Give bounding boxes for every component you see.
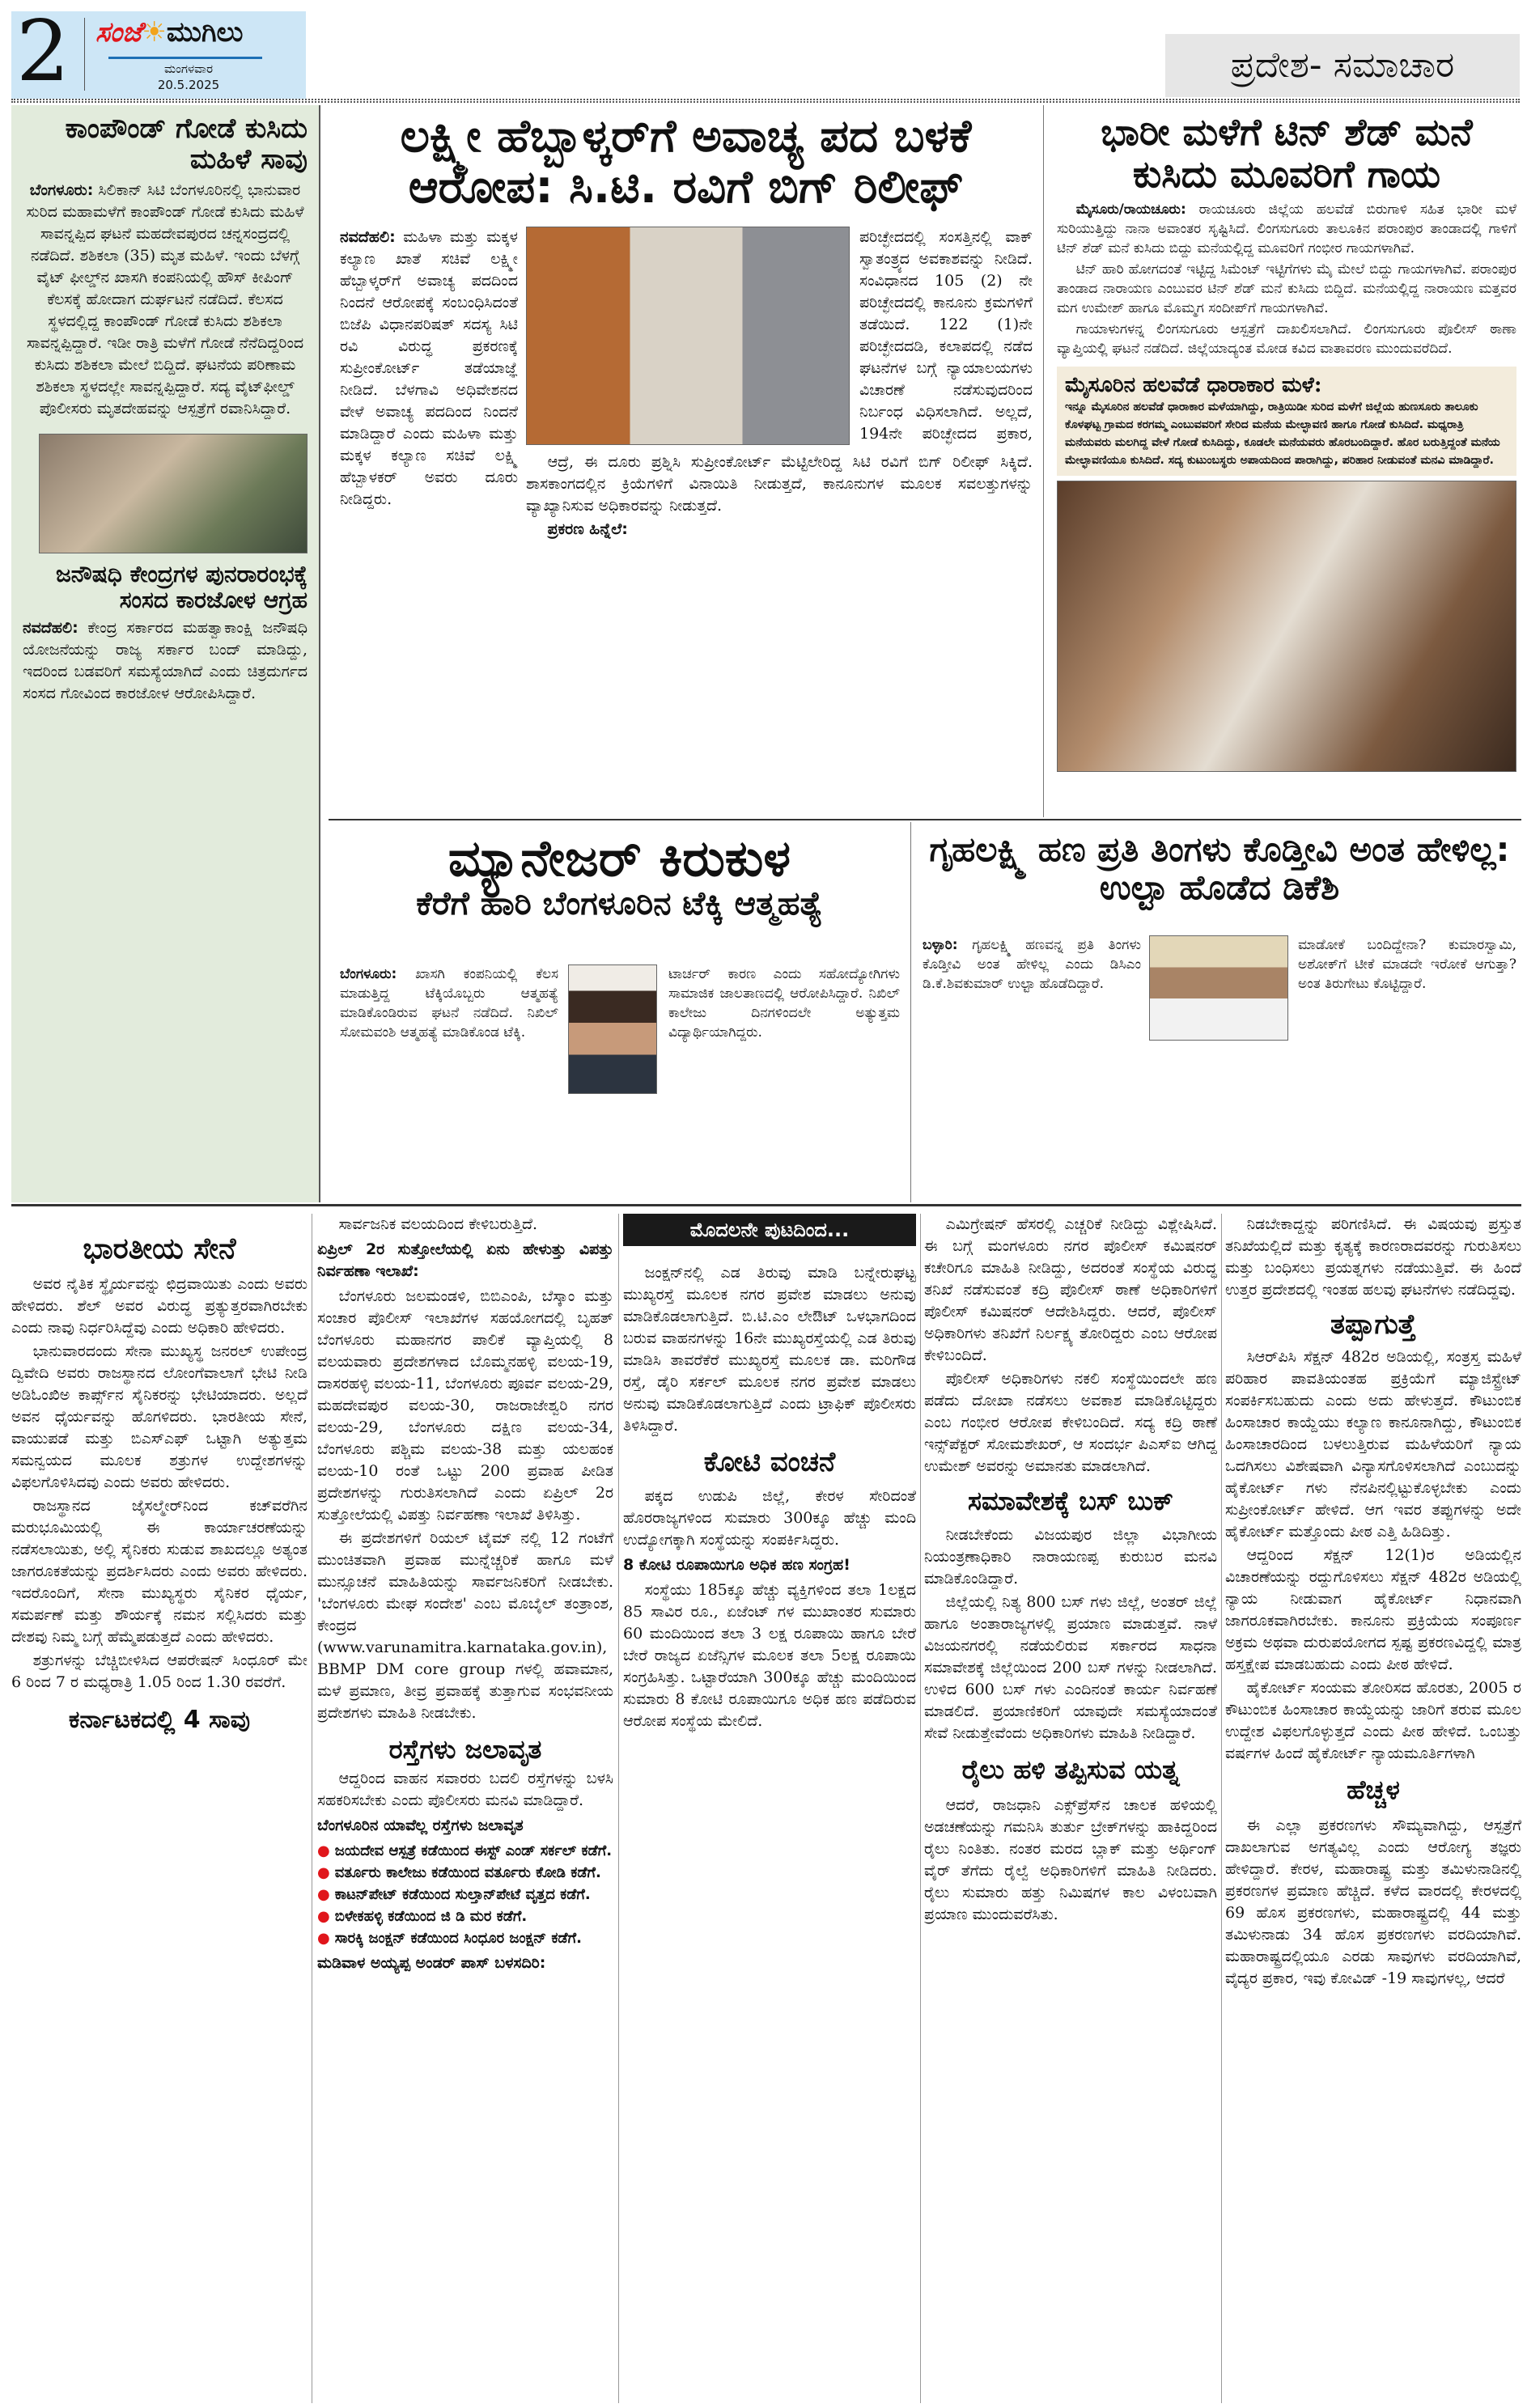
list-item: ● ಬಿಳೇಕಹಳ್ಳಿ ಕಡೆಯಿಂದ ಜಿ ಡಿ ಮರ ಕಡೆಗೆ. xyxy=(317,1906,613,1927)
paragraph: ಆದ್ದರಿಂದ ವಾಹನ ಸವಾರರು ಬದಲಿ ರಸ್ತೆಗಳನ್ನು ಬಳಸಿ ಸಹಕರಿಸಬೇಕು ಎಂದು ಪೊಲೀಸರು ಮನವಿ ಮಾಡಿದ್ದಾರೆ. xyxy=(317,1769,613,1809)
paragraph: ಈ ಪ್ರದೇಶಗಳಿಗೆ ರಿಯಲ್ ಟೈಮ್ ನಲ್ಲಿ 12 ಗಂಟೆಗೆ ಮುಂಚಿತವಾಗಿ ಪ್ರವಾಹ ಮುನ್ನೆಚ್ಚರಿಕೆ ಹಾಗೂ ಮಳೆ ಮುನ್ಸೂಚನೆ ಮಾಹಿತಿಯನ್ನು ಸಾರ್ವಜನಿಕರಿಗೆ ನೀಡಬೇಕು. 'ಬೆಂಗಳೂರು ಮೇಘ ಸಂದೇಶ' ಎಂಬ ಮೊಬೈಲ್ ತಂತ್ರಾಂಶ, ಕೇಂದ್ರದ (www.varunamitra.karnataka.gov.in), BBMP DM core group ಗಳಲ್ಲಿ ಹವಾಮಾನ, ಮಳೆ ಪ್ರಮಾಣ, ತೀವ್ರ ಪ್ರವಾಹಕ್ಕೆ ತುತ್ತಾಗುವ ಸಂಭವನೀಯ ಪ್ರದೇಶಗಳು ಮಾಹಿತಿ ನೀಡಬೇಕು. xyxy=(317,1529,613,1722)
paragraph: ನಿಡಬೇಕಾದ್ದನ್ನು ಪರಿಗಣಿಸಿದೆ. ಈ ವಿಷಯವು ಪ್ರಸ್ತುತ ತನಿಖೆಯಲ್ಲಿದೆ ಮತ್ತು ಕೃತ್ಯಕ್ಕೆ ಕಾರಣರಾದವರನ್ನು ಗುರುತಿಸಲು ಮತ್ತು ಬಂಧಿಸಲು ಪ್ರಯತ್ನಗಳು ನಡೆಯುತ್ತಿವೆ. ಈ ಹಿಂದೆ ಉತ್ತರ ಪ್ರದೇಶದಲ್ಲಿ ಇಂತಹ ಹಲವು ಘಟನೆಗಳು ನಡೆದಿದ್ದವು. xyxy=(1225,1215,1521,1299)
header-rule xyxy=(11,99,1520,103)
sun-palm-icon: ☀ xyxy=(142,16,167,49)
paragraph: ಎಮಿಗ್ರೇಷನ್ ಹೆಸರಲ್ಲಿ ಎಚ್ಚರಿಕೆ ನೀಡಿದ್ದು ವಿಶ್ಲೇಷಿಸಿದೆ. ಈ ಬಗ್ಗೆ ಮಂಗಳೂರು ನಗರ ಪೊಲೀಸ್ ಕಮಿಷನರ್ ಕಚೇರಿಗೂ ಮಾಹಿತಿ ನೀಡಿದ್ದು, ಅದರಂತೆ ಸಂಸ್ಥೆಯ ವಿರುದ್ಧ ತನಿಖೆ ನಡೆಸುವಂತೆ ಕದ್ರಿ ಪೊಲೀಸ್ ಠಾಣೆ ಅಧಿಕಾರಿಗಳಿಗೆ ಪೊಲೀಸ್ ಕಮಿಷನರ್ ಆದೇಶಿಸಿದ್ದರು. ಆದರೆ, ಪೊಲೀಸ್ ಅಧಿಕಾರಿಗಳು ತನಿಖೆಗೆ ನಿರ್ಲಕ್ಷ್ಯ ತೋರಿದ್ದರು ಎಂಬ ಆರೋಪ ಕೇಳಿಬಂದಿದೆ. xyxy=(924,1215,1217,1364)
headline-crore-fraud: ಕೋಟಿ ವಂಚನೆ xyxy=(703,1446,836,1478)
headline-increase: ಹೆಚ್ಚಳ xyxy=(1347,1774,1400,1806)
bus-body xyxy=(924,1524,1217,1746)
gruhalakshmi-col1 xyxy=(923,935,1141,1194)
page-number: 2 xyxy=(16,2,70,100)
manager-col1 xyxy=(340,964,558,1195)
divider xyxy=(329,819,1521,820)
headline-manager-1: ಮ್ಯಾನೇಜರ್ ಕಿರುಕುಳ xyxy=(447,829,791,888)
story-body: ಖಾಸಗಿ ಕಂಪನಿಯಲ್ಲಿ ಕೆಲಸ ಮಾಡುತ್ತಿದ್ದ ಟೆಕ್ಕಿಯೊಬ್ಬರು ಆತ್ಮಹತ್ಯೆ ಮಾಡಿಕೊಂಡಿರುವ ಘಟನೆ ನಡೆದಿದೆ. ನಿಖಿಲ್ ಸೋಮವಂಶಿ ಆತ್ಮಹತ್ಯೆ ಮಾಡಿಕೊಂಡ ಟೆಕ್ಕಿ. xyxy=(340,966,558,1041)
roads-body xyxy=(317,1768,613,1978)
paragraph: ಸಿಆರ್‌ಪಿಸಿ ಸೆಕ್ಷನ್ 482ರ ಅಡಿಯಲ್ಲಿ, ಸಂತ್ರಸ್ತ ಮಹಿಳೆ ಪರಿಹಾರ ಪಾವತಿಯಂತಹ ಪ್ರಕ್ರಿಯೆಗೆ ಮ್ಯಾಜಿಸ್ಟ್ರೇಟ್ ಸಂಪರ್ಕಿಸಬಹುದು ಎಂದು ಅದು ಹೇಳುತ್ತದೆ. ಕೌಟುಂಬಿಕ ಹಿಂಸಾಚಾರ ಕಾಯ್ದೆಯು ಕಲ್ಯಾಣ ಕಾನೂನಾಗಿದ್ದು, ಕೌಟುಂಬಿಕ ಹಿಂಸಾಚಾರದಿಂದ ಬಳಲುತ್ತಿರುವ ಮಹಿಳೆಯರಿಗೆ ನ್ಯಾಯ ಒದಗಿಸಲು ವಿಶೇಷವಾಗಿ ವಿನ್ಯಾಸಗೊಳಿಸಲಾಗಿದೆ ಎಂಬುದನ್ನು ಹೈಕೋರ್ಟ್ ಗಳು ನೆನಪಿನಲ್ಲಿಟ್ಟುಕೊಳ್ಳಬೇಕು ಎಂದು ಸುಪ್ರೀಂಕೋರ್ಟ್ ಹೇಳಿದೆ. ಆಗ ಇವರ ತಪ್ಪುಗಳನ್ನು ಅದೇ ಹೈಕೋರ್ಟ್ ಮತ್ತೊಂದು ಪೀಠ ಎತ್ತಿ ಹಿಡಿದಿತ್ತು. xyxy=(1225,1348,1521,1541)
lakshmi-col1 xyxy=(340,227,518,607)
column-divider xyxy=(1221,1214,1222,2403)
logo-underline xyxy=(108,57,262,59)
dateline: ಬೆಂಗಳೂರು: xyxy=(340,966,397,982)
headline-bus-booked: ಸಮಾವೇಶಕ್ಕೆ ಬಸ್ ಬುಕ್ xyxy=(968,1486,1173,1516)
story-body: ಮಹಿಳಾ ಮತ್ತು ಮಕ್ಕಳ ಕಲ್ಯಾಣ ಖಾತೆ ಸಚಿವೆ ಲಕ್ಷ್ಮೀ ಹೆಬ್ಬಾಳ್ಕರ್‌ಗೆ ಅವಾಚ್ಯ ಪದದಿಂದ ನಿಂದನೆ ಆರೋಪಕ್ಕೆ ಸಂಬಂಧಿಸಿದಂತೆ ಬಿಜೆಪಿ ವಿಧಾನಪರಿಷತ್ ಸದಸ್ಯ ಸಿಟಿ ರವಿ ವಿರುದ್ಧ ಪ್ರಕರಣಕ್ಕೆ ಸುಪ್ರೀಂಕೋರ್ಟ್ ತಡೆಯಾಜ್ಞೆ ನೀಡಿದೆ. ಬೆಳಗಾವಿ ಅಧಿವೇಶನದ ವೇಳೆ ಅವಾಚ್ಯ ಪದದಿಂದ ನಿಂದನೆ ಮಾಡಿದ್ದಾರೆ ಎಂದು ಮಹಿಳಾ ಮತ್ತು ಮಕ್ಕಳ ಕಲ್ಯಾಣ ಸಚಿವೆ ಲಕ್ಷ್ಮಿ ಹೆಬ್ಬಾಳಕರ್ ಅವರು ದೂರು ನೀಡಿದ್ದರು. xyxy=(340,228,518,508)
headline-rain: ಭಾರೀ ಮಳೆಗೆ ಟಿನ್ ಶೆಡ್ ಮನೆ ಕುಸಿದು ಮೂವರಿಗೆ ಗಾಯ xyxy=(1101,110,1473,196)
paragraph: ಈ ಎಲ್ಲಾ ಪ್ರಕರಣಗಳು ಸೌಮ್ಯವಾಗಿದ್ದು, ಆಸ್ಪತ್ರೆಗೆ ದಾಖಲಾಗುವ ಅಗತ್ಯವಿಲ್ಲ ಎಂದು ಆರೋಗ್ಯ ತಜ್ಞರು ಹೇಳಿದ್ದಾರೆ. ಕೇರಳ, ಮಹಾರಾಷ್ಟ್ರ ಮತ್ತು ತಮಿಳುನಾಡಿನಲ್ಲಿ ಪ್ರಕರಣಗಳ ಪ್ರಮಾಣ ಹೆಚ್ಚಿದೆ. ಕಳೆದ ವಾರದಲ್ಲಿ ಕೇರಳದಲ್ಲಿ 69 ಹೊಸ ಪ್ರಕರಣಗಳು, ಮಹಾರಾಷ್ಟ್ರದಲ್ಲಿ 44 ಮತ್ತು ತಮಿಳುನಾಡು 34 ಹೊಸ ಪ್ರಕರಣಗಳು ವರದಿಯಾಗಿವೆ. ಮಹಾರಾಷ್ಟ್ರದಲ್ಲಿಯೂ ಎರಡು ಸಾವುಗಳು ವರದಿಯಾಗಿವೆ, ವೈದ್ಯರ ಪ್ರಕಾರ, ಇವು ಕೋವಿಡ್ -19 ಸಾವುಗಳಲ್ಲ, ಆದರೆ xyxy=(1225,1816,1521,1987)
left-sidebar xyxy=(11,105,320,1202)
paragraph: ಆದರೆ, ರಾಜಧಾನಿ ಎಕ್ಸ್‌ಪ್ರೆಸ್‌ನ ಚಾಲಕ ಹಳಿಯಲ್ಲಿ ಅಡಚಣೆಯನ್ನು ಗಮನಿಸಿ ತುರ್ತು ಬ್ರೇಕ್‌ಗಳನ್ನು ಹಾಕಿದ್ದರಿಂದ ರೈಲು ನಿಂತಿತು. ನಂತರ ಮರದ ಬ್ಲಾಕ್ ಮತ್ತು ಅರ್ಥಿಂಗ್ ವೈರ್ ತೆಗೆದು ರೈಲ್ವೆ ಅಧಿಕಾರಿಗಳಿಗೆ ಮಾಹಿತಿ ನೀಡಿದರು. ರೈಲು ಸುಮಾರು ಹತ್ತು ನಿಮಿಷಗಳ ಕಾಲ ವಿಳಂಬವಾಗಿ ಪ್ರಯಾಣ ಮುಂದುವರೆಸಿತು. xyxy=(924,1795,1217,1923)
divider xyxy=(11,1204,1521,1206)
gruhalakshmi-story xyxy=(918,822,1521,1202)
dateline: ನವದೆಹಲಿ: xyxy=(340,228,396,246)
photo-collapsed-roof xyxy=(1057,481,1516,772)
box-body: ಇನ್ನೂ ಮೈಸೂರಿನ ಹಲವೆಡೆ ಧಾರಾಕಾರ ಮಳೆಯಾಗಿದ್ದು, ರಾತ್ರಿಯಿಡೀ ಸುರಿದ ಮಳೆಗೆ ಜಿಲ್ಲೆಯ ಹುಣಸೂರು ತಾಲೂಕು ಕೊಳಘಟ್ಟ ಗ್ರಾಮದ ಕರಗಮ್ಮ ಎಂಬುವವರಿಗೆ ಸೇರಿದ ಮನೆಯ ಮೇಲ್ಛಾವಣಿ ಹಾಗೂ ಗೋಡೆ ಕುಸಿದಿದೆ. ಮಧ್ಯರಾತ್ರಿ ಮನೆಯವರು ಮಲಗಿದ್ದ ವೇಳೆ ಗೋಡೆ ಕುಸಿದಿದ್ದು, ಕೂಡಲೇ ಮನೆಯವರು ಹೊರಬಂದಿದ್ದಾರೆ. ಹೊರ ಬರುತ್ತಿದ್ದಂತೆ ಮನೆಯ ಮೇಲ್ಛಾವಣಿಯೂ ಕುಸಿದಿದೆ. ಸದ್ಯ ಕುಟುಂಬಸ್ಥರು ಅಪಾಯದಿಂದ ಪಾರಾಗಿದ್ದು, ಪರಿಹಾರ ನೀಡುವಂತೆ ಮನವಿ ಮಾಡಿದ್ದಾರೆ. xyxy=(1065,401,1500,468)
subhead: ಏಪ್ರಿಲ್ 2ರ ಸುತ್ತೋಲೆಯಲ್ಲಿ ಏನು ಹೇಳುತ್ತು ವಿಪತ್ತು ನಿರ್ವಹಣಾ ಇಲಾಖೆ: xyxy=(317,1240,613,1280)
bottom-col-4 xyxy=(924,1214,1217,2403)
court-top xyxy=(1225,1214,1521,1303)
dateline: ನವದೆಹಲಿ: xyxy=(23,618,78,637)
paragraph: ಹೈಕೋರ್ಟ್ ಸಂಯಮ ತೋರಿಸದ ಹೊರತು, 2005 ರ ಕೌಟುಂಬಿಕ ಹಿಂಸಾಚಾರ ಕಾಯ್ದೆಯನ್ನು ಜಾರಿಗೆ ತರುವ ಮೂಲ ಉದ್ದೇಶ ವಿಫಲಗೊಳ್ಳುತ್ತದೆ ಎಂದು ಪೀಠ ಹೇಳಿದೆ. ಒಂಬತ್ತು ವರ್ಷಗಳ ಹಿಂದೆ ಹೈಕೋರ್ಟ್ ನ್ಯಾಯಮೂರ್ತಿಗಳಾಗಿ xyxy=(1225,1679,1521,1763)
janaushadhi-story xyxy=(23,617,308,1135)
paragraph: ಪಕ್ಕದ ಉಡುಪಿ ಜಿಲ್ಲೆ, ಕೇರಳ ಸೇರಿದಂತೆ ಹೊರರಾಜ್ಯಗಳಿಂದ ಸುಮಾರು 300ಕ್ಕೂ ಹೆಚ್ಚು ಮಂದಿ ಉದ್ಯೋಗಕ್ಕಾಗಿ ಸಂಸ್ಥೆಯನ್ನು ಸಂಪರ್ಕಿಸಿದ್ದರು. xyxy=(623,1487,916,1550)
lakshmi-story xyxy=(329,105,1044,817)
headline-mistake: ತಪ್ಪಾಗುತ್ತೆ xyxy=(1330,1308,1416,1341)
issue-day: ಮಂಗಳವಾರ xyxy=(163,61,214,76)
lakshmi-wide xyxy=(526,451,1033,808)
bottom-col-3 xyxy=(623,1214,916,2403)
story-body: ಆದ್ರೆ, ಈ ದೂರು ಪ್ರಶ್ನಿಸಿ ಸುಪ್ರೀಂಕೋರ್ಟ್ ಮೆಟ್ಟಿಲೇರಿದ್ದ ಸಿಟಿ ರವಿಗೆ ಬಿಗ್ ರಿಲೀಫ್ ಸಿಕ್ಕಿದೆ. ಶಾಸಕಾಂಗದಲ್ಲಿನ ಕ್ರಿಯೆಗಳಿಗೆ ವಿನಾಯಿತಿ ನೀಡುತ್ತದೆ, ಕಾನೂನುಗಳ ಮೂಲಕ ಸವಲತ್ತುಗಳನ್ನು ವ್ಯಾಖ್ಯಾನಿಸುವ ಅಧಿಕಾರವನ್ನು ನೀಡುತ್ತದೆ. xyxy=(526,453,1033,515)
police-body xyxy=(924,1214,1217,1479)
lakshmi-col3: ಪರಿಚ್ಛೇದದಲ್ಲಿ ಸಂಸತ್ತಿನಲ್ಲಿ ವಾಕ್ ಸ್ವಾತಂತ್ರ್ಯದ ಅವಕಾಶವನ್ನು ನೀಡಿದೆ. ಸಂವಿಧಾನದ 105 (2) ನೇ ಪರಿಚ್ಛೇದದಲ್ಲಿ ಕಾನೂನು ಕ್ರಮಗಳಿಗೆ ತಡೆಯಿದೆ. 122 (1)ನೇ ಪರಿಚ್ಛೇದದಡಿ, ಕಲಾಪದಲ್ಲಿ ನಡೆದ ಘಟನೆಗಳ ಬಗ್ಗೆ ನ್ಯಾಯಾಲಯಗಳು ವಿಚಾರಣೆ ನಡೆಸುವುದರಿಂದ ನಿರ್ಬಂಧ ವಿಧಿಸಲಾಗಿದೆ. ಅಲ್ಲದೆ, 194ನೇ ಪರಿಚ್ಛೇದದ ಪ್ರಕಾರ, xyxy=(859,228,1033,443)
logo-part-red: ಸಂಜೆ xyxy=(95,16,142,49)
covid-body xyxy=(1225,1815,1521,1991)
dateline: ಬಳ್ಳಾರಿ: xyxy=(923,937,958,953)
headline-manager-2: ಕೆರೆಗೆ ಹಾರಿ ಬೆಂಗಳೂರಿನ ಟೆಕ್ಕಿ ಆತ್ಮಹತ್ಯೆ xyxy=(416,885,823,923)
subhead: ಪ್ರಕರಣ ಹಿನ್ನೆಲೆ: xyxy=(547,520,628,538)
column-divider xyxy=(920,1214,921,2403)
headline-lakshmi: ಲಕ್ಷ್ಮೀ ಹೆಬ್ಬಾಳ್ಕರ್‌ಗೆ ಅವಾಚ್ಯ ಪದ ಬಳಕೆ ಆರೋಪ: ಸಿ.ಟಿ. ರವಿಗೆ ಬಿಗ್ ರಿಲೀಫ್ xyxy=(400,110,972,214)
paragraph: ಅವರ ನೈತಿಕ ಸ್ಥೈರ್ಯವನ್ನು ಛಿದ್ರವಾಯಿತು ಎಂದು ಅವರು ಹೇಳಿದರು. ಶೆಲ್ ಅವರ ವಿರುದ್ಧ ಪ್ರತ್ಯುತ್ತರವಾಗಿರಬೇಕು ಎಂದು ನಾವು ನಿರ್ಧರಿಸಿದ್ದೆವು ಎಂದು ಅಧಿಕಾರಿ ಹೇಳಿದರು. xyxy=(11,1275,308,1338)
traffic-body xyxy=(623,1262,916,1439)
issue-date: 20.5.2025 xyxy=(157,78,220,92)
paragraph: ಭಾನುವಾರದಂದು ಸೇನಾ ಮುಖ್ಯಸ್ಥ ಜನರಲ್ ಉಪೇಂದ್ರ ದ್ವಿವೇದಿ ಅವರು ರಾಜಸ್ಥಾನದ ಲೋಂಗೆವಾಲಾಗೆ ಭೇಟಿ ನೀಡಿ ಅಡಿಓಂಖಿಅ ಕಾರ್ಪ್ಸ್‌ನ ಸೈನಿಕರನ್ನು ಭೇಟಿಯಾದರು. ಅಲ್ಲದೆ ಅವನ ಧೈರ್ಯವನ್ನು ಹೊಗಳಿದರು. ಭಾರತೀಯ ಸೇನೆ, ವಾಯುಪಡೆ ಮತ್ತು ಬಿಎಸ್‌ಎಫ್ ಒಟ್ಟಾಗಿ ಅತ್ಯುತ್ತಮ ಸಮನ್ವಯದ ಮೂಲಕ ಶತ್ರುಗಳ ಉದ್ದೇಶಗಳನ್ನು ವಿಫಲಗೊಳಿಸಿದವು ಎಂದು ಅವರು ಹೇಳಿದರು. xyxy=(11,1342,308,1492)
story-body: ಸಿಲಿಕಾನ್ ಸಿಟಿ ಬೆಂಗಳೂರಿನಲ್ಲಿ ಭಾನುವಾರ ಸುರಿದ ಮಹಾಮಳೆಗೆ ಕಾಂಪೌಂಡ್ ಗೋಡೆ ಕುಸಿದು ಮಹಿಳೆ ಸಾವನ್ನಪ್ಪಿದ ಘಟನೆ ಮಹದೇವಪುರದ ಚನ್ನಸಂದ್ರದಲ್ಲಿ ನಡೆದಿದೆ. ಶಶಿಕಲಾ (35) ಮೃತ ಮಹಿಳೆ. ಇಂದು ಬೆಳಗ್ಗೆ ವೈಟ್ ಫೀಲ್ಡ್‌ನ ಖಾಸಗಿ ಕಂಪನಿಯಲ್ಲಿ ಹೌಸ್ ಕೀಪಿಂಗ್ ಕೆಲಸಕ್ಕೆ ಹೋದಾಗ ದುರ್ಘಟನೆ ನಡೆದಿದೆ. ಕೆಲಸದ ಸ್ಥಳದಲ್ಲಿದ್ದ ಕಾಂಪೌಂಡ್ ಗೋಡೆ ಕುಸಿದು ಶಶಿಕಲಾ ಸಾವನ್ನಪ್ಪಿದ್ದಾರೆ. ಇಡೀ ರಾತ್ರಿ ಮಳೆಗೆ ಗೋಡೆ ನೆನೆದಿದ್ದರಿಂದ ಕುಸಿದು ಶಶಿಕಲಾ ಮೇಲೆ ಬಿದ್ದಿದೆ. ಘಟನೆಯ ಪರಿಣಾಮ ಶಶಿಕಲಾ ಸ್ಥಳದಲ್ಲೇ ಸಾವನ್ನಪ್ಪಿದ್ದಾರೆ. ಸದ್ಯ ವೈಟ್‌ಫೀಲ್ಡ್ ಪೊಲೀಸರು ಮೃತದೇಹವನ್ನು ಆಸ್ಪತ್ರೆಗೆ ರವಾನಿಸಿದ್ದಾರೆ. xyxy=(26,181,304,418)
paragraph: ಜಂಕ್ಷನ್‌ನಲ್ಲಿ ಎಡ ತಿರುವು ಮಾಡಿ ಬನ್ನೇರುಘಟ್ಟ ಮುಖ್ಯರಸ್ತೆ ಮೂಲಕ ನಗರ ಪ್ರವೇಶ ಮಾಡಲು ಅನುವು ಮಾಡಿಕೊಡಲಾಗುತ್ತಿದೆ. ಬಿ.ಟಿ.ಎಂ ಲೇಔಟ್ ಒಳಭಾಗದಿಂದ ಬರುವ ವಾಹನಗಳನ್ನು 16ನೇ ಮುಖ್ಯರಸ್ತೆಯಲ್ಲಿ ಎಡ ತಿರುವು ಮಾಡಿಸಿ ತಾವರೆಕೆರೆ ಮುಖ್ಯರಸ್ತೆ ಮೂಲಕ ಡಾ. ಮರಿಗೌಡ ರಸ್ತೆ, ಡೈರಿ ಸರ್ಕಲ್ ಮೂಲಕ ನಗರ ಪ್ರವೇಶ ಮಾಡಲು ಅನುವು ಮಾಡಿಕೊಡಲಾಗುತ್ತಿದೆ ಎಂದು ಟ್ರಾಫಿಕ್ ಪೊಲೀಸರು ತಿಳಿಸಿದ್ದಾರೆ. xyxy=(623,1264,916,1435)
headline-janaushadhi: ಜನೌಷಧಿ ಕೇಂದ್ರಗಳ ಪುನರಾರಂಭಕ್ಕೆ ಸಂಸದ ಕಾರಜೋಳ ಆಗ್ರಹ xyxy=(55,561,308,613)
divider xyxy=(84,18,85,91)
photo-nikhil xyxy=(568,964,657,1094)
subhead: 8 ಕೋಟಿ ರೂಪಾಯಿಗೂ ಅಧಿಕ ಹಣ ಸಂಗ್ರಹ! xyxy=(623,1556,850,1575)
logo-part-black: ಮುಗಿಲು xyxy=(166,16,244,49)
headline-gruhalakshmi: ಗೃಹಲಕ್ಷ್ಮಿ ಹಣ ಪ್ರತಿ ತಿಂಗಳು ಕೊಡ್ತೀವಿ ಅಂತ ಹೇಳಿಲ್ಲ: ಉಲ್ಟಾ ಹೊಡೆದ ಡಿಕೆಶಿ xyxy=(929,829,1510,908)
rail-body xyxy=(924,1795,1217,1927)
paragraph: ನೀಡಬೇಕೆಂದು ವಿಜಯಪುರ ಜಿಲ್ಲಾ ವಿಭಾಗೀಯ ನಿಯಂತ್ರಣಾಧಿಕಾರಿ ನಾರಾಯಣಪ್ಪ ಕುರುಬರ ಮನವಿ ಮಾಡಿಕೊಂಡಿದ್ದಾರೆ. xyxy=(924,1525,1217,1588)
paragraph: ಬೆಂಗಳೂರು ಜಲಮಂಡಳಿ, ಬಿಬಿಎಂಪಿ, ಬೆಸ್ಕಾಂ ಮತ್ತು ಸಂಚಾರ ಪೊಲೀಸ್ ಇಲಾಖೆಗಳ ಸಹಯೋಗದಲ್ಲಿ ಬೃಹತ್ ಬೆಂಗಳೂರು ಮಹಾನಗರ ಪಾಲಿಕೆ ವ್ಯಾಪ್ತಿಯಲ್ಲಿ 8 ವಲಯವಾರು ಪ್ರದೇಶಗಳಾದ ಬೊಮ್ಮನಹಳ್ಳಿ ವಲಯ-19, ದಾಸರಹಳ್ಳಿ ವಲಯ-11, ಬೆಂಗಳೂರು ಪೂರ್ವ ವಲಯ-29, ಮಹದೇವಪುರ ವಲಯ-30, ರಾಜರಾಜೇಶ್ವರಿ ನಗರ ವಲಯ-29, ಬೆಂಗಳೂರು ದಕ್ಷಿಣ ವಲಯ-34, ಬೆಂಗಳೂರು ಪಶ್ಚಿಮ ವಲಯ-38 ಮತ್ತು ಯಲಹಂಕ ವಲಯ-10 ರಂತೆ ಒಟ್ಟು 200 ಪ್ರವಾಹ ಪೀಡಿತ ಪ್ರದೇಶಗಳನ್ನು ಗುರುತಿಸಲಾಗಿದೆ ಎಂದು ಏಪ್ರಿಲ್ 2ರ ಸುತ್ತೋಲೆಯಲ್ಲಿ ವಿಪತ್ತು ನಿರ್ವಹಣಾ ಇಲಾಖೆ ತಿಳಿಸಿತ್ತು. xyxy=(317,1287,613,1524)
continued-from-front-banner: ಮೊದಲನೇ ಪುಟದಿಂದ... xyxy=(623,1214,916,1246)
headline-roads-flooded: ರಸ್ತೆಗಳು ಜಲಾವೃತ xyxy=(388,1734,542,1765)
photo-dk-shivakumar xyxy=(1149,935,1288,1041)
fraud-body xyxy=(623,1486,916,1734)
flood-body xyxy=(317,1214,613,1726)
column-divider xyxy=(618,1214,619,2403)
newspaper-logo xyxy=(95,16,243,49)
army-body xyxy=(11,1274,308,1695)
story-body: ಗೃಹಲಕ್ಷ್ಮಿ ಹಣವನ್ನ ಪ್ರತಿ ತಿಂಗಳು ಕೊಡ್ತೀವಿ ಅಂತ ಹೇಳಿಲ್ಲ ಎಂದು ಡಿಸಿಎಂ ಡಿ.ಕೆ.ಶಿವಕುಮಾರ್ ಉಲ್ಟಾ ಹೊಡೆದಿದ್ದಾರೆ. xyxy=(923,937,1141,992)
headline-wall-collapse: ಕಾಂಪೌಂಡ್ ಗೋಡೆ ಕುಸಿದು ಮಹಿಳೆ ಸಾವು xyxy=(65,112,308,176)
photo-ct-ravi-supreme-court-lakshmi xyxy=(526,227,850,445)
list-item: ● ಕಾಟನ್‌ಪೇಟ್ ಕಡೆಯಿಂದ ಸುಲ್ತಾನ್‌ಪೇಟೆ ವೃತ್ತದ ಕಡೆಗೆ. xyxy=(317,1884,613,1906)
paragraph: ಆದ್ದರಿಂದ ಸೆಕ್ಷನ್ 12(1)ರ ಅಡಿಯಲ್ಲಿನ ವಿಚಾರಣೆಯನ್ನು ರದ್ದುಗೊಳಿಸಲು ಸೆಕ್ಷನ್ 482ರ ಅಡಿಯಲ್ಲಿ ನ್ಯಾಯ ನೀಡುವಾಗ ಹೈಕೋರ್ಟ್ ನಿಧಾನವಾಗಿ ಜಾಗರೂಕವಾಗಿರಬೇಕು. ಕಾನೂನು ಪ್ರಕ್ರಿಯೆಯ ಸಂಪೂರ್ಣ ಅಕ್ರಮ ಅಥವಾ ದುರುಪಯೋಗದ ಸ್ಪಷ್ಟ ಪ್ರಕರಣವಿದ್ದಲ್ಲಿ ಮಾತ್ರ ಹಸ್ತಕ್ಷೇಪ ಮಾಡಬಹುದು ಎಂದು ಪೀಠ ಹೇಳಿದೆ. xyxy=(1225,1546,1521,1674)
masthead xyxy=(11,2,306,100)
paragraph: ಸಂಸ್ಥೆಯು 185ಕ್ಕೂ ಹೆಚ್ಚು ವ್ಯಕ್ತಿಗಳಿಂದ ತಲಾ 1ಲಕ್ಷದ 85 ಸಾವಿರ ರೂ., ಏಜೆಂಟ್ ಗಳ ಮುಖಾಂತರ ಸುಮಾರು 60 ಮಂದಿಯಿಂದ ತಲಾ 3 ಲಕ್ಷ ರೂಪಾಯಿ ಹಾಗೂ ಬೇರೆ ಬೇರೆ ರಾಜ್ಯದ ಏಜೆನ್ಸಿಗಳ ಮೂಲಕ ತಲಾ 5ಲಕ್ಷ ರೂಪಾಯಿ ಸಂಗ್ರಹಿಸಿತ್ತು. ಒಟ್ಟಾರೆಯಾಗಿ 300ಕ್ಕೂ ಹೆಚ್ಚು ಮಂದಿಯಿಂದ ಸುಮಾರು 8 ಕೋಟಿ ರೂಪಾಯಿಗೂ ಅಧಿಕ ಹಣ ಪಡೆದಿರುವ ಆರೋಪ ಸಂಸ್ಥೆಯ ಮೇಲಿದೆ. xyxy=(623,1581,916,1731)
subhead: ಮಡಿವಾಳ ಅಯ್ಯಪ್ಪ ಅಂಡರ್ ಪಾಸ್ ಬಳಸದಿರಿ: xyxy=(317,1953,546,1972)
rain-story xyxy=(1052,105,1521,817)
court-body xyxy=(1225,1346,1521,1766)
headline-karnataka-4-deaths: ಕರ್ನಾಟಕದಲ್ಲಿ 4 ಸಾವು xyxy=(68,1706,251,1735)
paragraph: ಪೊಲೀಸ್ ಅಧಿಕಾರಿಗಳು ನಕಲಿ ಸಂಸ್ಥೆಯಿಂದಲೇ ಹಣ ಪಡೆದು ದೋಖಾ ನಡೆಸಲು ಅವಕಾಶ ಮಾಡಿಕೊಟ್ಟಿದ್ದರು ಎಂಬ ಗಂಭೀರ ಆರೋಪ ಕೇಳಿಬಂದಿದೆ. ಸದ್ಯ ಕದ್ರಿ ಠಾಣೆ ಇನ್ಸ್‌ಪೆಕ್ಟರ್ ಸೋಮಶೇಖರ್, ಆ ಸಂದರ್ಭ ಪಿಎಸ್‌ಐ ಆಗಿದ್ದ ಉಮೇಶ್ ಅವರನ್ನು ಅಮಾನತು ಮಾಡಲಾಗಿದೆ. xyxy=(924,1370,1217,1475)
list-item: ● ವರ್ತೂರು ಕಾಲೇಜು ಕಡೆಯಿಂದ ವರ್ತೂರು ಕೋಡಿ ಕಡೆಗೆ. xyxy=(317,1862,613,1884)
bottom-col-5 xyxy=(1225,1214,1521,2403)
wall-story xyxy=(23,180,308,422)
headline-rail-derail-attempt: ರೈಲು ಹಳಿ ತಪ್ಪಿಸುವ ಯತ್ನ xyxy=(961,1753,1180,1785)
headline-army: ಭಾರತೀಯ ಸೇನೆ xyxy=(83,1232,236,1265)
list-item: ● ಸಾರಕ್ಕಿ ಜಂಕ್ಷನ್ ಕಡೆಯಿಂದ ಸಿಂಧೂರ ಜಂಕ್ಷನ್ ಕಡೆಗೆ. xyxy=(317,1927,613,1949)
dateline: ಬೆಂಗಳೂರು: xyxy=(29,181,94,200)
paragraph: ಸಾರ್ವಜನಿಕ ವಲಯದಿಂದ ಕೇಳಿಬರುತ್ತಿದೆ. xyxy=(338,1215,538,1233)
photo-collapsed-wall xyxy=(39,434,308,553)
section-title: ಪ್ರದೇಶ- ಸಮಾಚಾರ xyxy=(1165,34,1520,97)
mysuru-rain-box xyxy=(1057,367,1516,476)
paragraph: ಟಿನ್ ಹಾರಿ ಹೋಗದಂತೆ ಇಟ್ಟಿದ್ದ ಸಿಮೆಂಟ್ ಇಟ್ಟಿಗೆಗಳು ಮೈ ಮೇಲೆ ಬಿದ್ದು ಗಾಯಗಳಾಗಿವೆ. ಪರಾಂಪುರ ತಾಂಡಾದ ನಾರಾಯಣ ಎಂಬುವರ ಟಿನ್ ಶೆಡ್ ಮನೆ ಕುಸಿದು ಬಿದ್ದಿದೆ. ಮನೆಯಲ್ಲಿದ್ದ ನಾರಾಯಣ ಮತ್ತವರ ಮಗ ಉಮೇಶ್ ಹಾಗೂ ಮೊಮ್ಮಗ ಸಂದೀಪ್‌ಗೆ ಗಾಯಗಳಾಗಿವೆ. xyxy=(1057,261,1516,317)
paragraph: ಗಾಯಾಳುಗಳನ್ನ ಲಿಂಗಸುಗೂರು ಆಸ್ಪತ್ರೆಗೆ ದಾಖಲಿಸಲಾಗಿದೆ. ಲಿಂಗಸುಗೂರು ಪೊಲೀಸ್ ಠಾಣಾ ವ್ಯಾಪ್ತಿಯಲ್ಲಿ ಘಟನೆ ನಡೆದಿದೆ. ಜಿಲ್ಲೆಯಾದ್ಯಂತ ಮೋಡ ಕವಿದ ವಾತಾವರಣ ಮುಂದುವರೆದಿದೆ. xyxy=(1057,321,1516,358)
bottom-col-1 xyxy=(11,1214,308,2403)
paragraph: ರಾಯಚೂರು ಜಿಲ್ಲೆಯ ಹಲವೆಡೆ ಬಿರುಗಾಳಿ ಸಹಿತ ಭಾರೀ ಮಳೆ ಸುರಿಯುತ್ತಿದ್ದು ನಾನಾ ಅವಾಂತರ ಸೃಷ್ಟಿಸಿದೆ. ಲಿಂಗಸುಗೂರು ತಾಲೂಕಿನ ಪರಾಂಪುರ ತಾಂಡಾದಲ್ಲಿ ಗಾಳಿಗೆ ಟಿನ್ ಶೆಡ್ ಮನೆ ಕುಸಿದು ಬಿದ್ದು ಮನೆಯಲ್ಲಿದ್ದ ಮೂವರಿಗೆ ಗಂಭೀರ ಗಾಯಗಳಾಗಿವೆ. xyxy=(1057,201,1516,257)
paragraph: ರಾಜಸ್ಥಾನದ ಜೈಸಲ್ಮೇರ್‌ನಿಂದ ಕಚ್‌ವರೆಗಿನ ಮರುಭೂಮಿಯಲ್ಲಿ ಈ ಕಾರ್ಯಾಚರಣೆಯನ್ನು ನಡೆಸಲಾಯಿತು, ಅಲ್ಲಿ ಸೈನಿಕರು ಸುಡುವ ಶಾಖದಲ್ಲೂ ಅತ್ಯಂತ ಜಾಗರೂಕತೆಯನ್ನು ಪ್ರದರ್ಶಿಸಿದರು ಎಂದು ಅವರು ಹೇಳಿದರು. ಇದರೊಂದಿಗೆ, ಸೇನಾ ಮುಖ್ಯಸ್ಥರು ಸೈನಿಕರ ಧೈರ್ಯ, ಸಮರ್ಪಣೆ ಮತ್ತು ಶೌರ್ಯಕ್ಕೆ ನಮನ ಸಲ್ಲಿಸಿದರು ಮತ್ತು ದೇಶವು ನಿಮ್ಮ ಬಗ್ಗೆ ಹೆಮ್ಮೆಪಡುತ್ತದೆ ಎಂದು ಹೇಳಿದರು. xyxy=(11,1497,308,1647)
rain-body xyxy=(1057,200,1516,360)
box-title: ಮೈಸೂರಿನ ಹಲವೆಡೆ ಧಾರಾಕಾರ ಮಳೆ: xyxy=(1065,373,1322,398)
gruhalakshmi-col2: ಮಾಡೋಕೆ ಬಂದಿದ್ದೇನಾ? ಕುಮಾರಸ್ವಾಮಿ, ಅಶೋಕ್‌ಗೆ ಟೀಕೆ ಮಾಡದೇ ಇರೋಕೆ ಆಗುತ್ತಾ? ಅಂತ ತಿರುಗೇಟು ಕೊಟ್ಟಿದ್ದಾರೆ. xyxy=(1298,937,1516,992)
subhead: ಬೆಂಗಳೂರಿನ ಯಾವೆಲ್ಲ ರಸ್ತೆಗಳು ಜಲಾವೃತ xyxy=(317,1816,524,1834)
paragraph: ಶತ್ರುಗಳನ್ನು ಬೆಚ್ಚಿಬೀಳಿಸಿದ ಆಪರೇಷನ್ ಸಿಂಧೂರ್ ಮೇ 6 ರಿಂದ 7 ರ ಮಧ್ಯರಾತ್ರಿ 1.05 ರಿಂದ 1.30 ರವರೆಗೆ. xyxy=(11,1651,308,1692)
paragraph: ಜಿಲ್ಲೆಯಲ್ಲಿ ನಿತ್ಯ 800 ಬಸ್ ಗಳು ಜಿಲ್ಲೆ, ಅಂತರ್ ಜಿಲ್ಲೆ ಹಾಗೂ ಅಂತಾರಾಜ್ಯಗಳಲ್ಲಿ ಪ್ರಯಾಣ ಮಾಡುತ್ತವೆ. ನಾಳೆ ವಿಜಯನಗರಲ್ಲಿ ನಡೆಯಲಿರುವ ಸರ್ಕಾರದ ಸಾಧನಾ ಸಮಾವೇಶಕ್ಕೆ ಜಿಲ್ಲೆಯಿಂದ 200 ಬಸ್ ಗಳನ್ನು ನೀಡಲಾಗಿದೆ. ಉಳಿದ 600 ಬಸ್ ಗಳು ಎಂದಿನಂತೆ ಕಾರ್ಯ ನಿರ್ವಹಣೆ ಮಾಡಲಿದೆ. ಪ್ರಯಾಣಿಕರಿಗೆ ಯಾವುದೇ ಸಮಸ್ಯೆಯಾದಂತೆ ಸೇವೆ ನೀಡುತ್ತೇವೆಂದು ಅಧಿಕಾರಿಗಳು ಮಾಹಿತಿ ನೀಡಿದ್ದಾರೆ. xyxy=(924,1592,1217,1742)
story-body: ಕೇಂದ್ರ ಸರ್ಕಾರದ ಮಹತ್ವಾಕಾಂಕ್ಷಿ ಜನೌಷಧಿ ಯೋಜನೆಯನ್ನು ರಾಜ್ಯ ಸರ್ಕಾರ ಬಂದ್ ಮಾಡಿದ್ದು, ಇದರಿಂದ ಬಡವರಿಗೆ ಸಮಸ್ಯೆಯಾಗಿದೆ ಎಂದು ಚಿತ್ರದುರ್ಗದ ಸಂಸದ ಗೋವಿಂದ ಕಾರಜೋಳ ಆರೋಪಿಸಿದ್ದಾರೆ. xyxy=(23,618,308,702)
dateline: ಮೈಸೂರು/ರಾಯಚೂರು: xyxy=(1075,201,1186,218)
bottom-col-2 xyxy=(317,1214,613,2403)
list-item: ● ಜಯದೇವ ಆಸ್ಪತ್ರೆ ಕಡೆಯಿಂದ ಈಸ್ಟ್ ಎಂಡ್ ಸರ್ಕಲ್ ಕಡೆಗೆ. xyxy=(317,1840,613,1862)
flooded-roads-list xyxy=(317,1840,613,1949)
manager-col2: ಟಾರ್ಚರ್ ಕಾರಣ ಎಂದು ಸಹೋದ್ಯೋಗಿಗಳು ಸಾಮಾಜಿಕ ಜಾಲತಾಣದಲ್ಲಿ ಆರೋಪಿಸಿದ್ದಾರೆ. ನಿಖಿಲ್ ಕಾಲೇಜು ದಿನಗಳಿಂದಲೇ ಅತ್ಯುತ್ತಮ ವಿದ್ಯಾರ್ಥಿಯಾಗಿದ್ದರು. xyxy=(668,966,900,1041)
manager-story xyxy=(329,822,911,1202)
